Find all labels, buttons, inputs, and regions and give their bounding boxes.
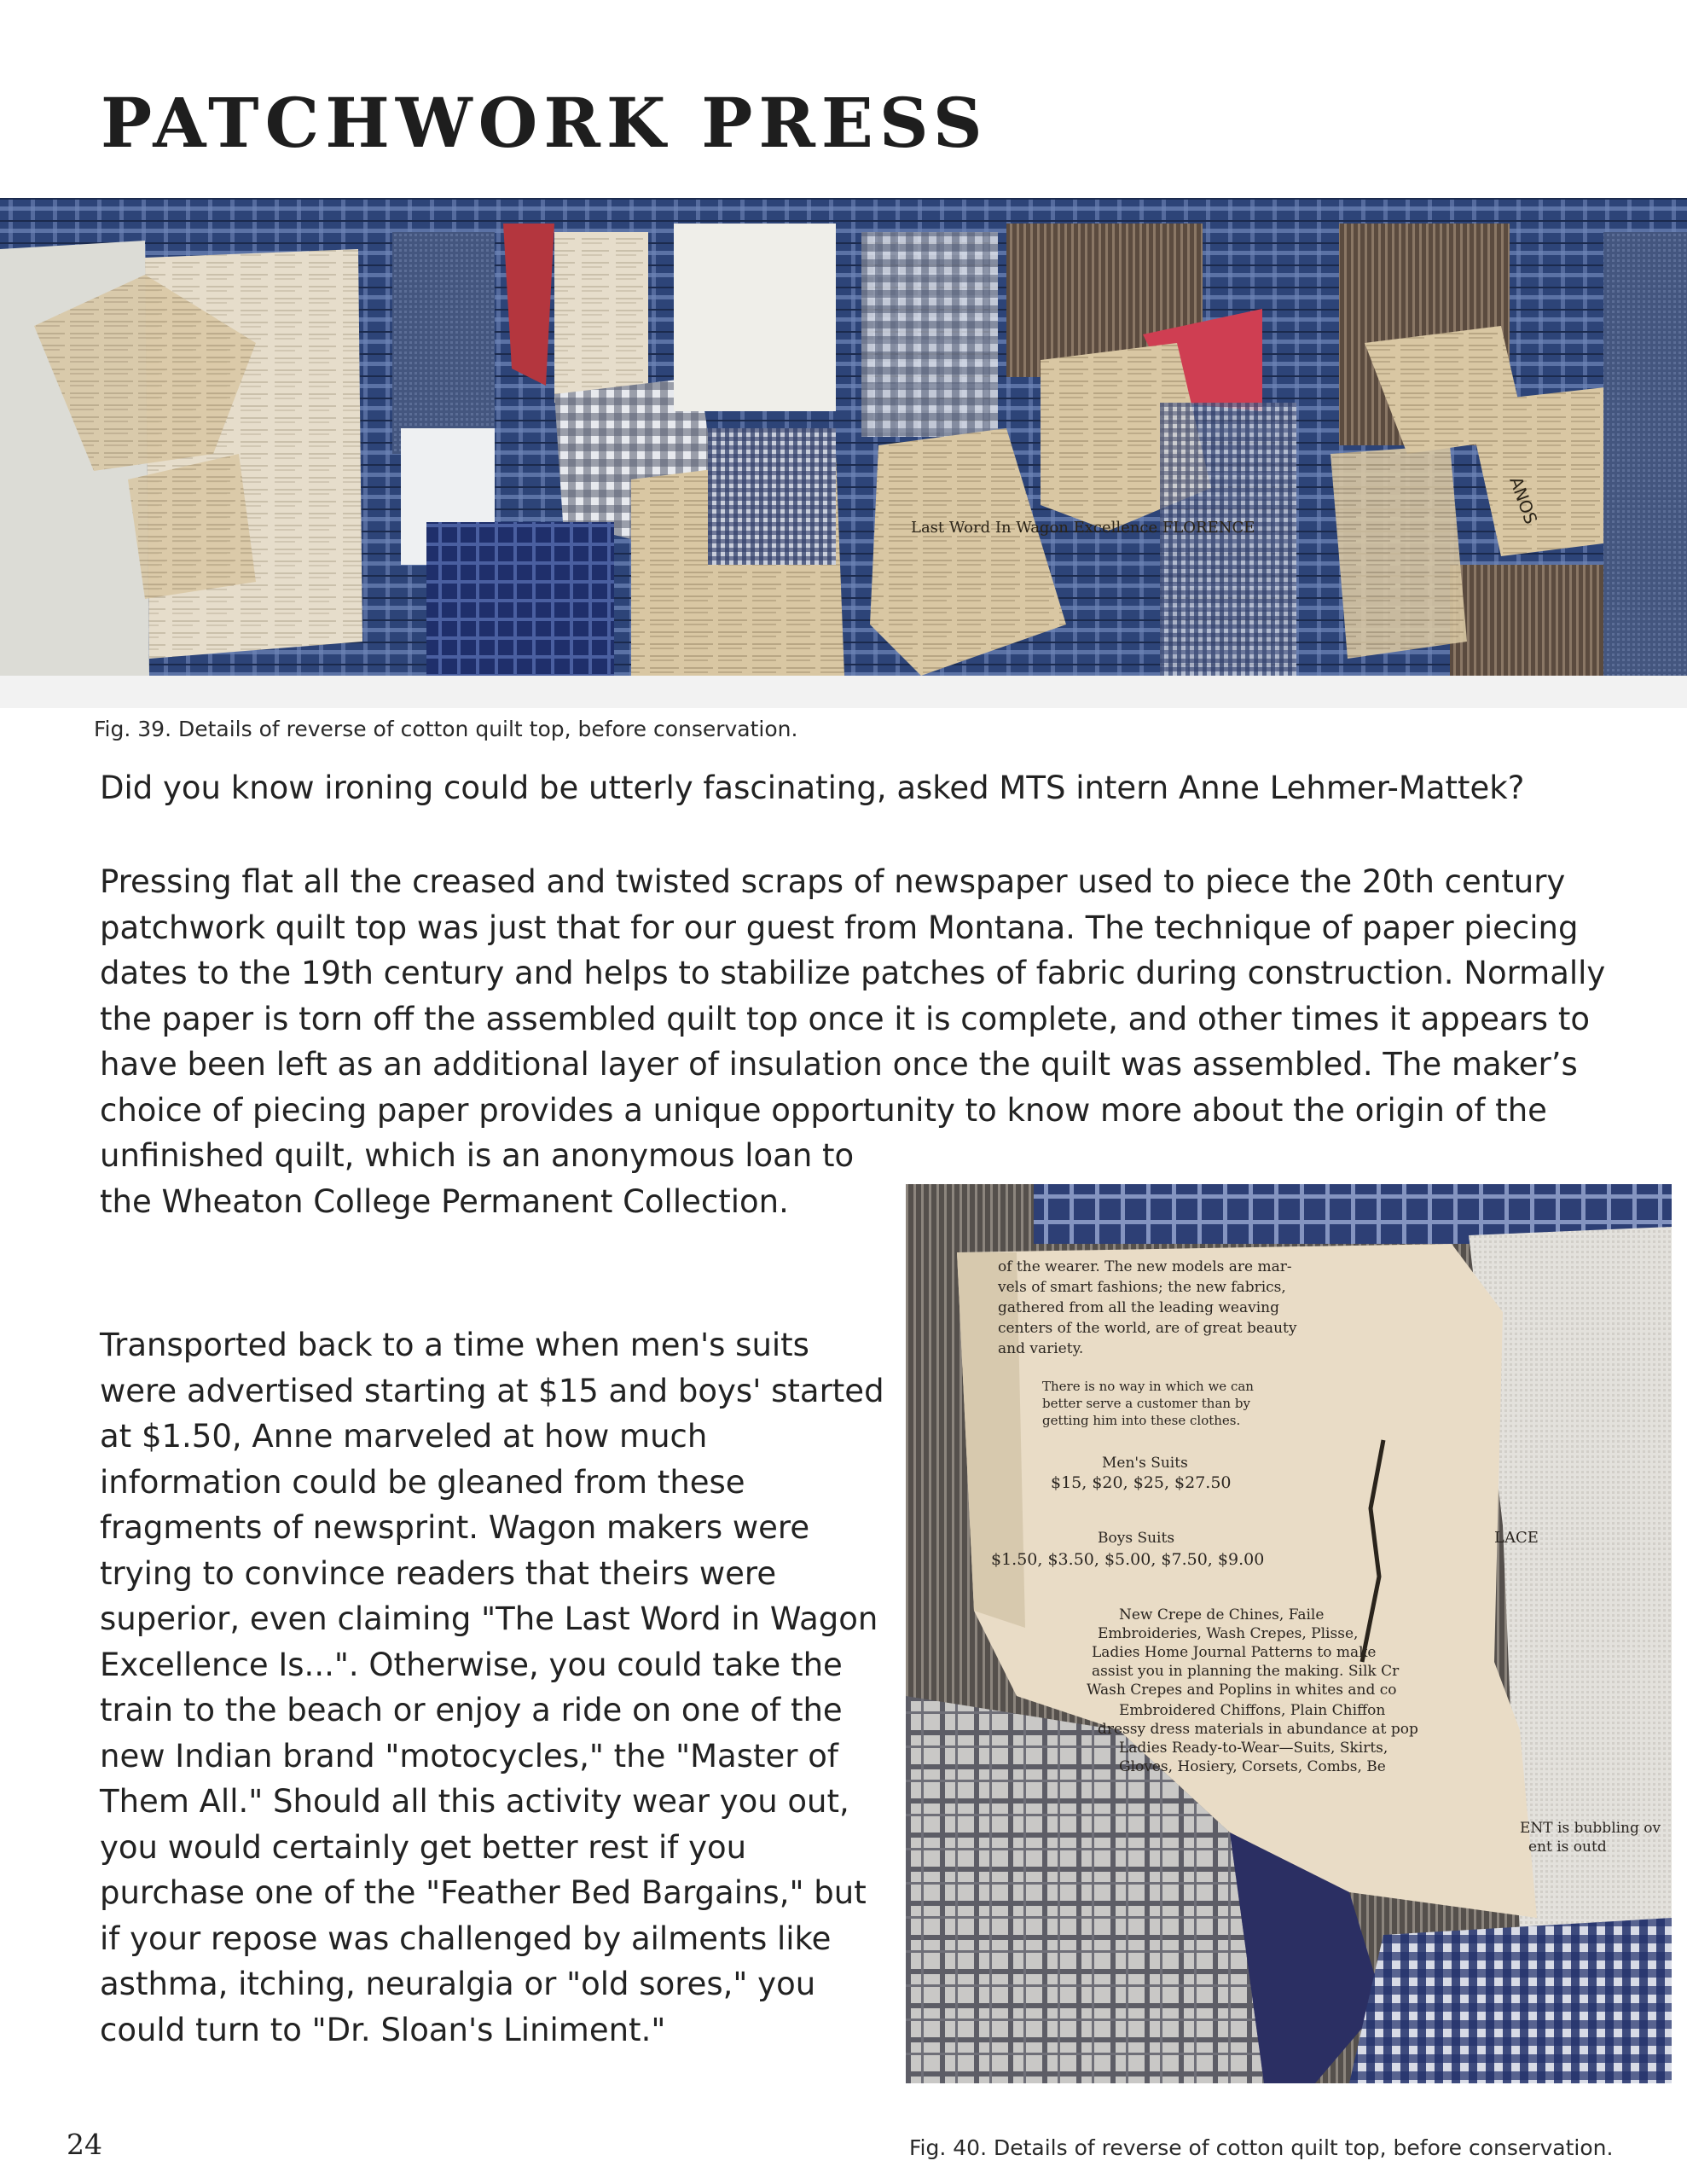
page-title: PATCHWORK PRESS (101, 83, 988, 163)
newsprint-line: Wash Crepes and Poplins in whites and co (1087, 1682, 1397, 1699)
newsprint-line: ent is outd (1528, 1838, 1607, 1856)
newspaper-heading-text: Last Word In Wagon Excellence FLORENCE (911, 519, 1255, 537)
newsprint-line: Ladies Home Journal Patterns to make (1092, 1644, 1377, 1661)
article-paragraph-paper-piecing: Pressing flat all the creased and twisted scraps of newspaper used to piece the 20th century patchwork quilt top was just that for our guest from Montana. The technique of paper piecing dates to the 19th century and helps to stabilize patches of fabric during construction. Normally the paper is torn off the assembled quilt top once it is complete, and other times it appears to have been left as an additional layer of insulation once the quilt was assembled. The maker’s choice of piecing paper provides a unique opportunity to know more about the origin of the (100, 863, 1606, 1129)
newsprint-line: gathered from all the leading weaving (998, 1299, 1279, 1316)
figure-40-caption: Fig. 40. Details of reverse of cotton quilt top, before conservation. (909, 2135, 1614, 2160)
newsprint-line: assist you in planning the making. Silk Cr (1092, 1663, 1400, 1680)
newsprint-line: better serve a customer than by (1042, 1396, 1250, 1411)
newsprint-line: $1.50, $3.50, $5.00, $7.50, $9.00 (991, 1550, 1265, 1569)
figure-39-caption: Fig. 39. Details of reverse of cotton quilt top, before conservation. (94, 717, 798, 741)
newsprint-line: There is no way in which we can (1042, 1379, 1254, 1394)
newsprint-line: ENT is bubbling ov (1520, 1820, 1661, 1837)
figure-40-newsprint-photo (906, 1184, 1672, 2083)
figure-39-quilt-photo (0, 198, 1687, 708)
newsprint-line: $15, $20, $25, $27.50 (1051, 1473, 1232, 1492)
newsprint-line: LACE (1494, 1529, 1539, 1547)
newsprint-line: Ladies Ready-to-Wear—Suits, Skirts, (1119, 1740, 1388, 1757)
newsprint-line: getting him into these clothes. (1042, 1413, 1241, 1428)
newsprint-line: Embroidered Chiffons, Plain Chiffon (1119, 1702, 1386, 1719)
newsprint-line: of the wearer. The new models are mar- (998, 1258, 1292, 1275)
newsprint-line: centers of the world, are of great beauty (998, 1320, 1297, 1337)
newsprint-line: Men's Suits (1102, 1455, 1188, 1472)
article-paragraph-newsprint: Transported back to a time when men's suits were advertised starting at $15 and boys' started at $1.50, Anne marveled at how much information could be gleaned from these fragments of newsprint. Wagon makers were trying to convince readers that theirs were superior, even claiming "The Last Word in Wagon Excellence Is...". Otherwise, you could take the train to the beach or enjoy a ride on one of the new Indian brand "motocycles," the "Master of Them All." Should all this activity wear you out, you would certainly get better rest if you purchase one of the "Feather Bed Bargains," but if your repose was challenged by ailments like asthma, itching, neuralgia or "old sores," you could turn to "Dr. Sloan's Liniment." (100, 1327, 884, 2048)
newsprint-line: New Crepe de Chines, Faile (1119, 1606, 1325, 1623)
newsprint-line: Embroideries, Wash Crepes, Plisse, (1098, 1625, 1359, 1642)
newsprint-line: Gloves, Hosiery, Corsets, Combs, Be (1119, 1758, 1386, 1775)
newsprint-line: vels of smart fashions; the new fabrics, (998, 1279, 1286, 1296)
page-number: 24 (67, 2128, 102, 2161)
article-intro-paragraph: Did you know ironing could be utterly fascinating, asked MTS intern Anne Lehmer-Mattek? (100, 770, 1525, 806)
newsprint-line: dressy dress materials in abundance at pop (1098, 1721, 1418, 1738)
newspaper-side-text: ANOS (1505, 473, 1542, 527)
newsprint-line: and variety. (998, 1340, 1084, 1357)
newsprint-line: Boys Suits (1098, 1530, 1175, 1547)
article-paragraph-loan: unfinished quilt, which is an anonymous loan to the Wheaton College Permanent Collection. (100, 1137, 855, 1220)
